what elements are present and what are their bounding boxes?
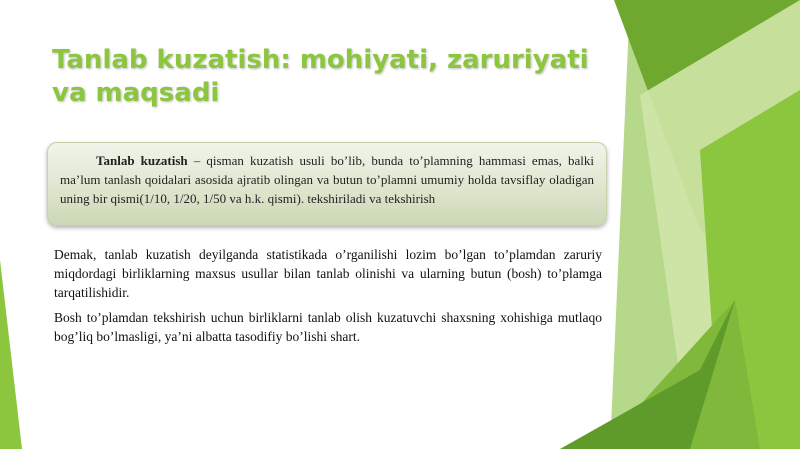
paragraph-2: Bosh to’plamdan tekshirish uchun birliklarni tanlab olish kuzatuvchi shaxsning xohishiga mutlaqo bog’liq bo’lmasligi, ya’ni albatta tasodifiy bo’lishi shart.	[54, 310, 602, 344]
definition-body: – qisman kuzatish usuli bo’lib, bunda to’plamning hammasi emas, balki ma’lum tanlash qoidalari asosida ajratib olingan va butun to’plamni umumiy holda tavsiflay oladigan uning bir qismi(1/10, 1/20, 1/50 va h.k. qismi). tekshiriladi va tekshirish	[60, 153, 595, 206]
bg-shape-left-edge	[0, 260, 22, 449]
definition-text	[60, 151, 594, 208]
paragraph-1: Demak, tanlab kuzatish deyilganda statistikada o’rganilishi lozim bo’lgan to’plamdan zaruriy miqdordagi birliklarning maxsus usullar bilan tanlab olinishi va ularning butun (bosh) to’plamga tarqatilishidir.	[54, 247, 602, 300]
body-text	[54, 245, 602, 352]
definition-box	[47, 142, 607, 226]
definition-term: Tanlab kuzatish	[96, 153, 188, 168]
slide-title: Tanlab kuzatish: mohiyati, zaruriyati va maqsadi	[52, 45, 589, 108]
